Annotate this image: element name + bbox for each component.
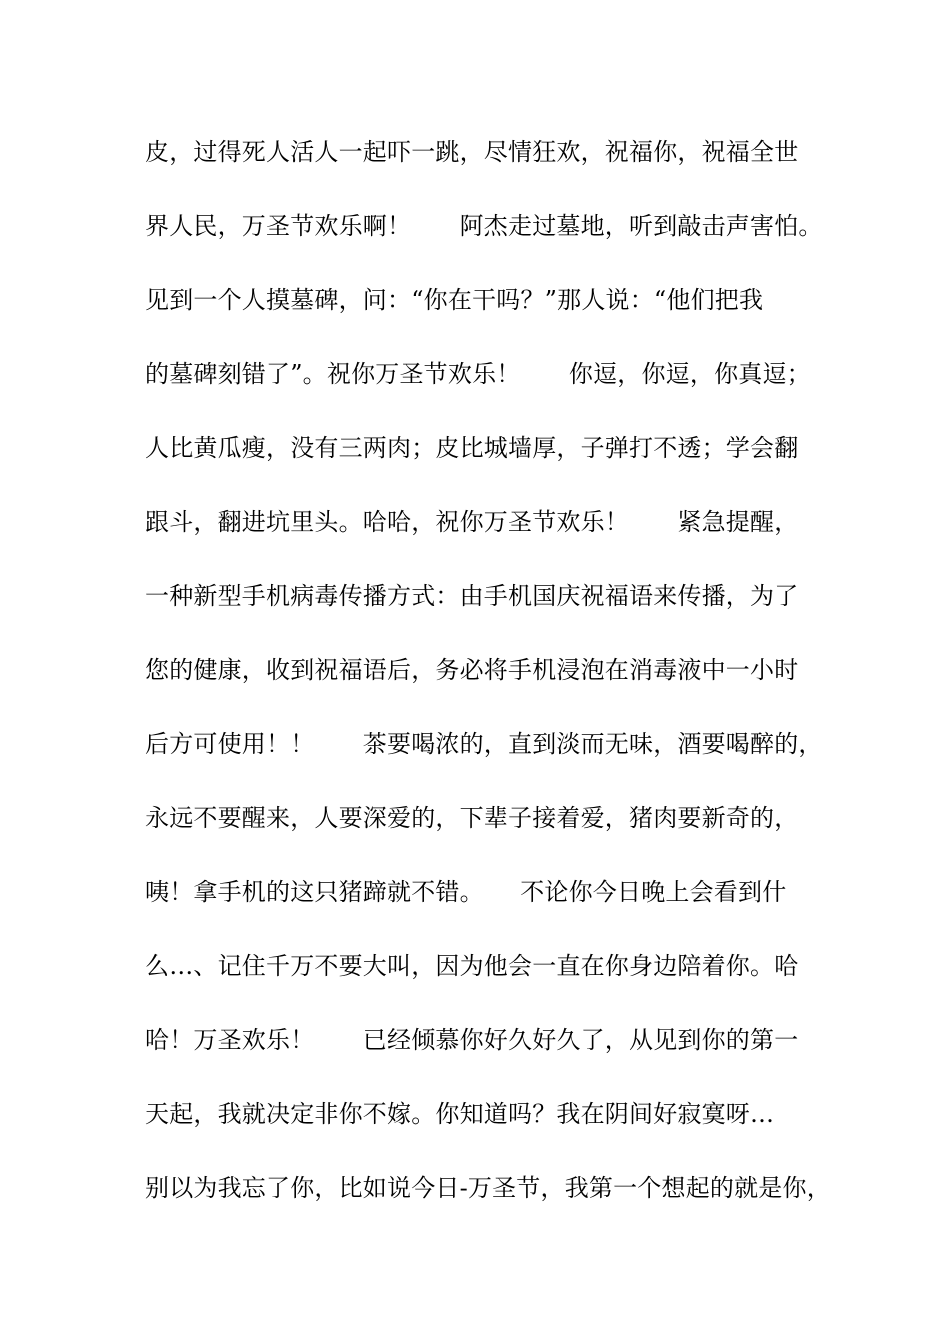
- text-line: 哈！万圣欢乐！ 已经倾慕你好久好久了，从见到你的第一: [145, 1026, 799, 1054]
- text-line: 别以为我忘了你，比如说今日-万圣节，我第一个想起的就是你，: [145, 1174, 831, 1202]
- text-line: 跟斗，翻进坑里头。哈哈，祝你万圣节欢乐！ 紧急提醒，: [145, 508, 799, 536]
- text-line: 一种新型手机病毒传播方式：由手机国庆祝福语来传播，为了: [145, 582, 799, 610]
- text-line: 人比黄瓜瘦，没有三两肉；皮比城墙厚，子弹打不透；学会翻: [145, 434, 799, 462]
- text-line: 天起，我就决定非你不嫁。你知道吗？我在阴间好寂寞呀…: [145, 1100, 775, 1128]
- text-line: 后方可使用！！ 茶要喝浓的，直到淡而无味，酒要喝醉的，: [145, 730, 823, 758]
- text-line: 界人民，万圣节欢乐啊！ 阿杰走过墓地，听到敲击声害怕。: [145, 212, 823, 240]
- text-line: 咦！拿手机的这只猪蹄就不错。 不论你今日晚上会看到什: [145, 878, 787, 906]
- text-line: 见到一个人摸墓碑，问：“你在干吗？”那人说：“他们把我: [145, 286, 764, 314]
- text-line: 的墓碑刻错了”。祝你万圣节欢乐！ 你逗，你逗，你真逗；: [145, 360, 811, 388]
- text-line: 皮，过得死人活人一起吓一跳，尽情狂欢，祝福你，祝福全世: [145, 138, 799, 166]
- text-line: 永远不要醒来，人要深爱的，下辈子接着爱，猪肉要新奇的，: [145, 804, 799, 832]
- text-line: 么…、记住千万不要大叫，因为他会一直在你身边陪着你。哈: [145, 952, 799, 980]
- body-text: [145, 132, 835, 1242]
- text-line: 您的健康，收到祝福语后，务必将手机浸泡在消毒液中一小时: [145, 656, 799, 684]
